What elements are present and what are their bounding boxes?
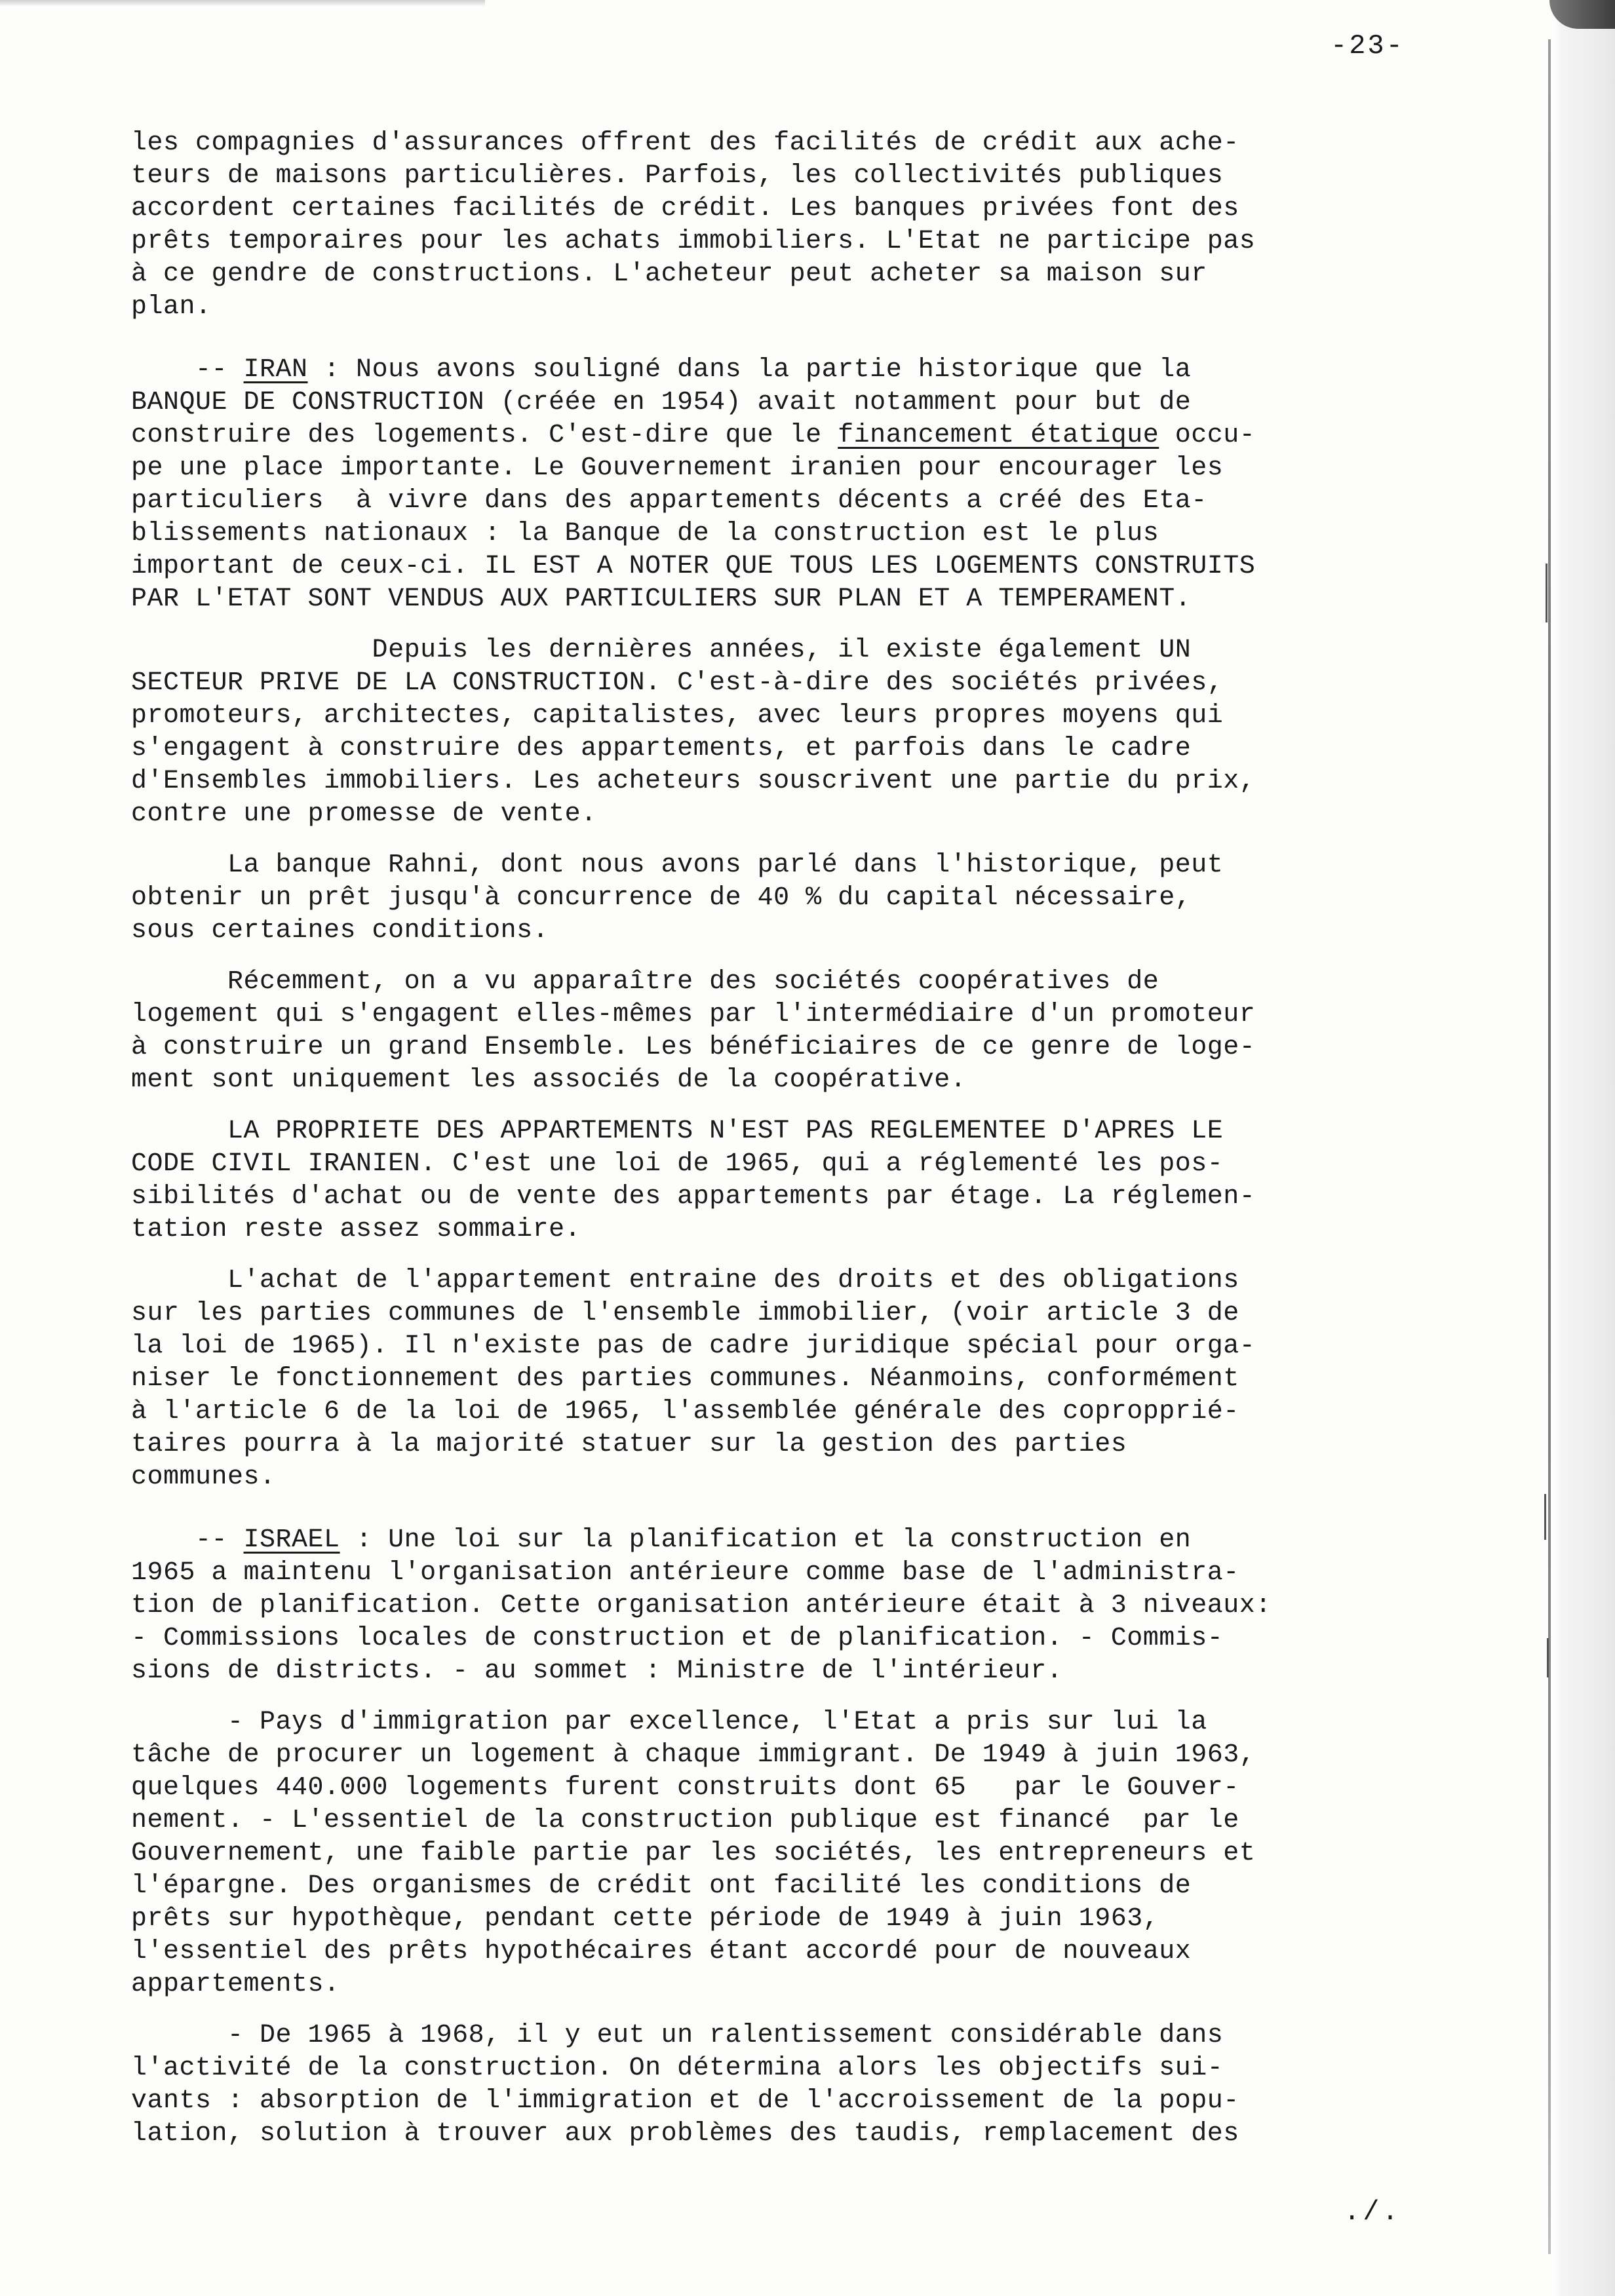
paragraph [131, 1706, 1553, 2001]
text-line: obtenir un prêt jusqu'à concurrence de 40 % du capital nécessaire, [131, 883, 1192, 913]
body-text [131, 127, 1553, 2151]
text-line [131, 419, 1553, 452]
text-line: promoteurs, architectes, capitalistes, avec leurs propres moyens qui [131, 701, 1224, 731]
text-line: à construire un grand Ensemble. Les bénéficiaires de ce genre de loge- [131, 1033, 1256, 1062]
text-line: tion de planification. Cette organisation antérieure était à 3 niveaux: [131, 1591, 1272, 1620]
paragraph [131, 1265, 1553, 1494]
dash-prefix: -- [131, 355, 244, 385]
text-line: tâche de procurer un logement à chaque immigrant. De 1949 à juin 1963, [131, 1740, 1256, 1770]
paragraph [131, 966, 1553, 1097]
text-line: LA PROPRIETE DES APPARTEMENTS N'EST PAS REGLEMENTEE D'APRES LE [131, 1117, 1224, 1146]
text-line: logement qui s'engagent elles-mêmes par l'intermédiaire d'un promoteur [131, 1000, 1256, 1029]
text-line: lation, solution à trouver aux problèmes des taudis, remplacement des [131, 2119, 1239, 2149]
text-fragment: occu- [1159, 421, 1256, 450]
paragraph [131, 634, 1553, 831]
text-line: s'engagent à construire des appartements, et parfois dans le cadre [131, 734, 1192, 763]
text-line: l'essentiel des prêts hypothécaires étant accordé pour de nouveaux [131, 1937, 1192, 1966]
text-line: les compagnies d'assurances offrent des facilités de crédit aux ache- [131, 128, 1239, 158]
text-line: nement. - L'essentiel de la construction publique est financé par le [131, 1806, 1239, 1835]
text-line: Gouvernement, une faible partie par les sociétés, les entrepreneurs et [131, 1839, 1256, 1868]
text-line: pe une place importante. Le Gouvernement iranien pour encourager les [131, 453, 1224, 483]
text-line: la loi de 1965). Il n'existe pas de cadre juridique spécial pour orga- [131, 1331, 1256, 1361]
text-line: Récemment, on a vu apparaître des sociétés coopératives de [131, 967, 1159, 997]
text-line: teurs de maisons particulières. Parfois, les collectivités publiques [131, 161, 1224, 191]
text-line: - Pays d'immigration par excellence, l'Etat a pris sur lui la [131, 1708, 1207, 1737]
paragraph [131, 1115, 1553, 1246]
paragraph-iran [131, 354, 1553, 616]
text-line: CODE CIVIL IRANIEN. C'est une loi de 1965, qui a réglementé les pos- [131, 1149, 1224, 1179]
text-line: - Commissions locales de construction et de planification. - Commis- [131, 1624, 1224, 1653]
text-line: important de ceux-ci. IL EST A NOTER QUE TOUS LES LOGEMENTS CONSTRUITS [131, 552, 1256, 581]
text-line: tation reste assez sommaire. [131, 1215, 581, 1244]
text-line: La banque Rahni, dont nous avons parlé dans l'historique, peut [131, 851, 1224, 880]
text-line: communes. [131, 1463, 276, 1492]
paragraph-israel [131, 1524, 1553, 1688]
text-line: quelques 440.000 logements furent construits dont 65 par le Gouver- [131, 1773, 1239, 1803]
text-line: appartements. [131, 1970, 340, 1999]
text-line: l'activité de la construction. On détermina alors les objectifs sui- [131, 2054, 1224, 2083]
text-line: vants : absorption de l'immigration et de l'accroissement de la popu- [131, 2086, 1239, 2116]
text-fragment: : Une loi sur la planification et la construction en [340, 1525, 1192, 1555]
scan-edge-top [0, 0, 485, 7]
text-line: à l'article 6 de la loi de 1965, l'assemblée générale des copropprié- [131, 1397, 1239, 1426]
text-line: sur les parties communes de l'ensemble immobilier, (voir article 3 de [131, 1299, 1239, 1328]
continuation-mark: ./. [1344, 2196, 1401, 2228]
scan-edge-right [1555, 0, 1615, 2296]
text-line [131, 354, 1553, 387]
text-line: Depuis les dernières années, il existe également UN [131, 636, 1192, 665]
text-line: 1965 a maintenu l'organisation antérieure comme base de l'administra- [131, 1558, 1239, 1588]
text-line: blissements nationaux : la Banque de la construction est le plus [131, 519, 1159, 548]
text-line: BANQUE DE CONSTRUCTION (créée en 1954) avait notamment pour but de [131, 388, 1192, 417]
text-line: taires pourra à la majorité statuer sur la gestion des parties [131, 1430, 1127, 1459]
text-line: à ce gendre de constructions. L'acheteur peut acheter sa maison sur [131, 259, 1207, 289]
text-fragment: : Nous avons souligné dans la partie historique que la [307, 355, 1192, 385]
text-line: sibilités d'achat ou de vente des appartements par étage. La réglemen- [131, 1182, 1256, 1212]
text-line: L'achat de l'appartement entraine des droits et des obligations [131, 1266, 1239, 1295]
text-line: prêts temporaires pour les achats immobiliers. L'Etat ne participe pas [131, 227, 1256, 256]
text-line: contre une promesse de vente. [131, 799, 597, 829]
section-heading-israel: ISRAEL [243, 1525, 340, 1555]
paragraph [131, 127, 1553, 324]
text-line: ment sont uniquement les associés de la coopérative. [131, 1065, 967, 1095]
text-line: SECTEUR PRIVE DE LA CONSTRUCTION. C'est-à-dire des sociétés privées, [131, 668, 1224, 698]
section-heading-iran: IRAN [243, 355, 308, 385]
text-line: sions de districts. - au sommet : Ministre de l'intérieur. [131, 1656, 1063, 1686]
text-line: - De 1965 à 1968, il y eut un ralentissement considérable dans [131, 2021, 1224, 2050]
text-line: prêts sur hypothèque, pendant cette période de 1949 à juin 1963, [131, 1904, 1159, 1934]
text-line: l'épargne. Des organismes de crédit ont facilité les conditions de [131, 1871, 1192, 1901]
underlined-phrase: financement étatique [838, 421, 1159, 450]
text-line: d'Ensembles immobiliers. Les acheteurs souscrivent une partie du prix, [131, 767, 1256, 796]
dash-prefix: -- [131, 1525, 244, 1555]
page-number: -23- [1331, 30, 1405, 62]
text-line [131, 1524, 1553, 1557]
text-line: accordent certaines facilités de crédit. Les banques privées font des [131, 194, 1239, 223]
text-line: niser le fonctionnement des parties communes. Néanmoins, conformément [131, 1364, 1239, 1394]
paragraph [131, 2019, 1553, 2151]
paragraph [131, 849, 1553, 947]
text-line: sous certaines conditions. [131, 916, 549, 946]
text-fragment: construire des logements. C'est-dire que le [131, 421, 838, 450]
text-line: particuliers à vivre dans des appartements décents a créé des Eta- [131, 486, 1207, 516]
text-line: plan. [131, 292, 212, 322]
text-line: PAR L'ETAT SONT VENDUS AUX PARTICULIERS SUR PLAN ET A TEMPERAMENT. [131, 584, 1192, 614]
